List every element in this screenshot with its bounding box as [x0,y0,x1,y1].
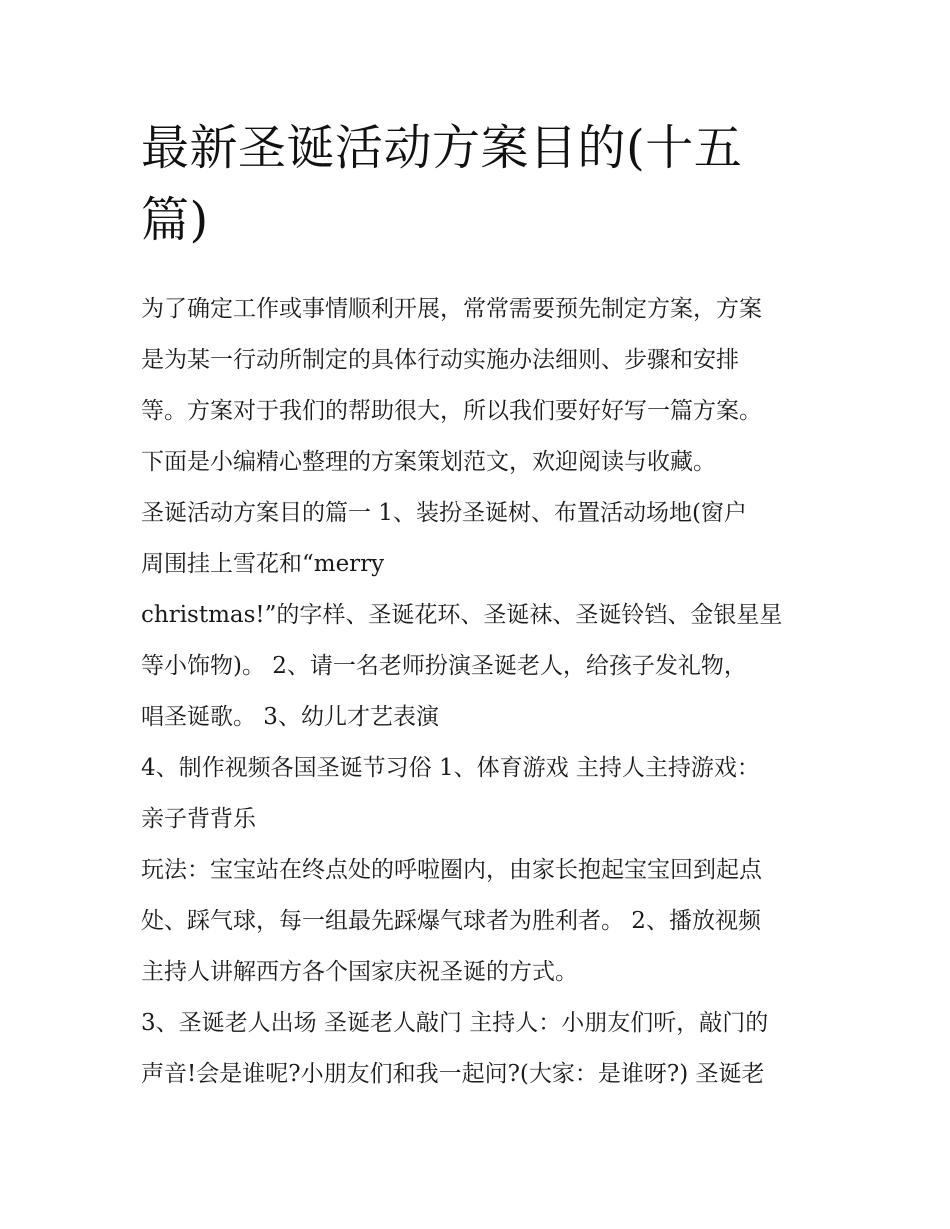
text-line: christmas!”的字样、圣诞花环、圣诞袜、圣诞铃铛、金银星星 [141,602,783,628]
text-line: 处、踩气球，每一组最先踩爆气球者为胜利者。 2、播放视频 [141,908,761,934]
text-line: 玩法：宝宝站在终点处的呼啦圈内，由家长抱起宝宝回到起点 [141,857,762,883]
text-line: 唱圣诞歌。 3、幼儿才艺表演 [141,704,439,730]
title-line-2: 篇) [141,192,209,248]
text-line: 亲子背背乐 [141,806,256,832]
text-line: 等。方案对于我们的帮助很大，所以我们要好好写一篇方案。 [141,398,762,424]
document-title [141,112,813,256]
text-line: 主持人讲解西方各个国家庆祝圣诞的方式。 [141,959,578,985]
text-line: 3、圣诞老人出场 圣诞老人敲门 主持人：小朋友们听，敲门的 [141,1010,769,1036]
text-block [141,284,813,1100]
text-line: 周围挂上雪花和“merry [141,551,385,577]
text-line: 下面是小编精心整理的方案策划范文，欢迎阅读与收藏。 [141,449,716,475]
document-body [141,112,813,1100]
text-line: 圣诞活动方案目的篇一 1、装扮圣诞树、布置活动场地(窗户 [141,500,747,526]
text-line: 4、制作视频各国圣诞节习俗 1、体育游戏 主持人主持游戏： [141,755,760,781]
text-line: 声音!会是谁呢?小朋友们和我一起问?(大家：是谁呀?) 圣诞老 [141,1061,765,1087]
text-line: 等小饰物)。 2、请一名老师扮演圣诞老人，给孩子发礼物， [141,653,747,679]
title-spacer [141,256,813,284]
title-line-1: 最新圣诞活动方案目的(十五 [141,120,743,176]
text-line: 是为某一行动所制定的具体行动实施办法细则、步骤和安排 [141,347,739,373]
text-line: 为了确定工作或事情顺利开展，常常需要预先制定方案，方案 [141,296,762,322]
